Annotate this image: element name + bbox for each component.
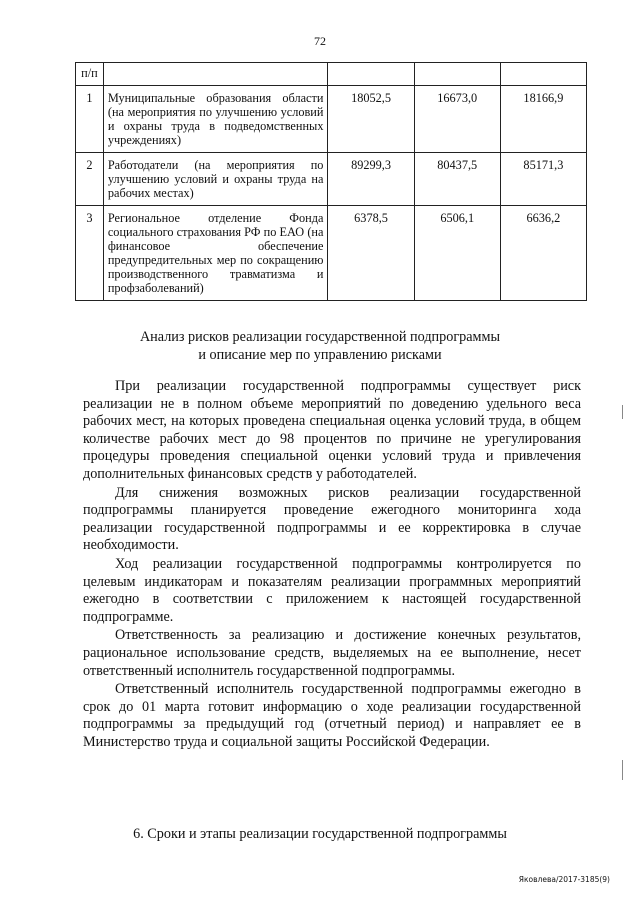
table-header-row (76, 63, 587, 86)
table-row (76, 206, 587, 301)
row-value-1: 6378,5 (328, 206, 414, 301)
row-value-3: 85171,3 (500, 153, 586, 206)
row-number: 1 (76, 86, 104, 153)
row-name: Муниципальные образования области (на мероприятия по улучшению условий и охраны труда в подведомственных учреждениях) (103, 86, 328, 153)
risk-analysis-heading (0, 328, 640, 364)
header-cell-number: п/п (76, 63, 104, 86)
body-text (83, 378, 581, 752)
header-cell-value-2 (414, 63, 500, 86)
table-row (76, 86, 587, 153)
row-value-3: 18166,9 (500, 86, 586, 153)
header-cell-value-3 (500, 63, 586, 86)
funding-table (75, 62, 587, 301)
paragraph: Для снижения возможных рисков реализации государственной подпрограммы планируется проведение ежегодного мониторинга хода реализации государственной подпрограммы и ее корректировка в случае необходимости. (83, 484, 581, 554)
risk-heading-line-1: Анализ рисков реализации государственной подпрограммы (139, 329, 501, 345)
paragraph: При реализации государственной подпрограммы существует риск реализации не в полном объеме мероприятий по доведению удельного веса рабочих мест, на которых проведена специальная оценка условий труда, в общем количестве рабочих мест до 98 процентов по причине не урегулирования процедуры проведения специальной оценки условий труда и привлечения дополнительных финансовых средств у работодателей. (83, 378, 581, 482)
row-value-2: 6506,1 (414, 206, 500, 301)
table-row (76, 153, 587, 206)
row-value-1: 89299,3 (328, 153, 414, 206)
header-cell-name (103, 63, 328, 86)
footer-code: Яковлева/2017-3185(9) (518, 875, 610, 884)
row-value-3: 6636,2 (500, 206, 586, 301)
row-number: 3 (76, 206, 104, 301)
section-heading: 6. Сроки и этапы реализации государственной подпрограммы (133, 826, 507, 842)
row-number: 2 (76, 153, 104, 206)
paragraph: Ответственный исполнитель государственной подпрограммы ежегодно в срок до 01 марта готовит информацию о ходе реализации государственной подпрограммы за предыдущий год (отчетный период) и направляет ее в Министерство труда и социальной защиты Российской Федерации. (83, 681, 581, 750)
page-number: 72 (314, 34, 326, 48)
scan-edge-mark (622, 760, 623, 780)
row-value-1: 18052,5 (328, 86, 414, 153)
scan-edge-mark (622, 405, 623, 419)
row-name: Региональное отделение Фонда социального страхования РФ по ЕАО (на финансовое обеспечение предупредительных мер по сокращению производственного травматизма и профзаболеваний) (103, 206, 328, 301)
row-value-2: 80437,5 (414, 153, 500, 206)
paragraph: Ответственность за реализацию и достижение конечных результатов, рациональное использование средств, выделяемых на ее выполнение, несет ответственный исполнитель государственной подпрограммы. (83, 627, 581, 679)
paragraph: Ход реализации государственной подпрограммы контролируется по целевым индикаторам и показателям реализации программных мероприятий ежегодно в соответствии с приложением к настоящей государственной подпрограмме. (83, 555, 581, 625)
risk-heading-line-2: и описание мер по управлению рисками (198, 347, 442, 363)
row-value-2: 16673,0 (414, 86, 500, 153)
row-name: Работодатели (на мероприятия по улучшению условий и охраны труда на рабочих местах) (103, 153, 328, 206)
header-cell-value-1 (328, 63, 414, 86)
